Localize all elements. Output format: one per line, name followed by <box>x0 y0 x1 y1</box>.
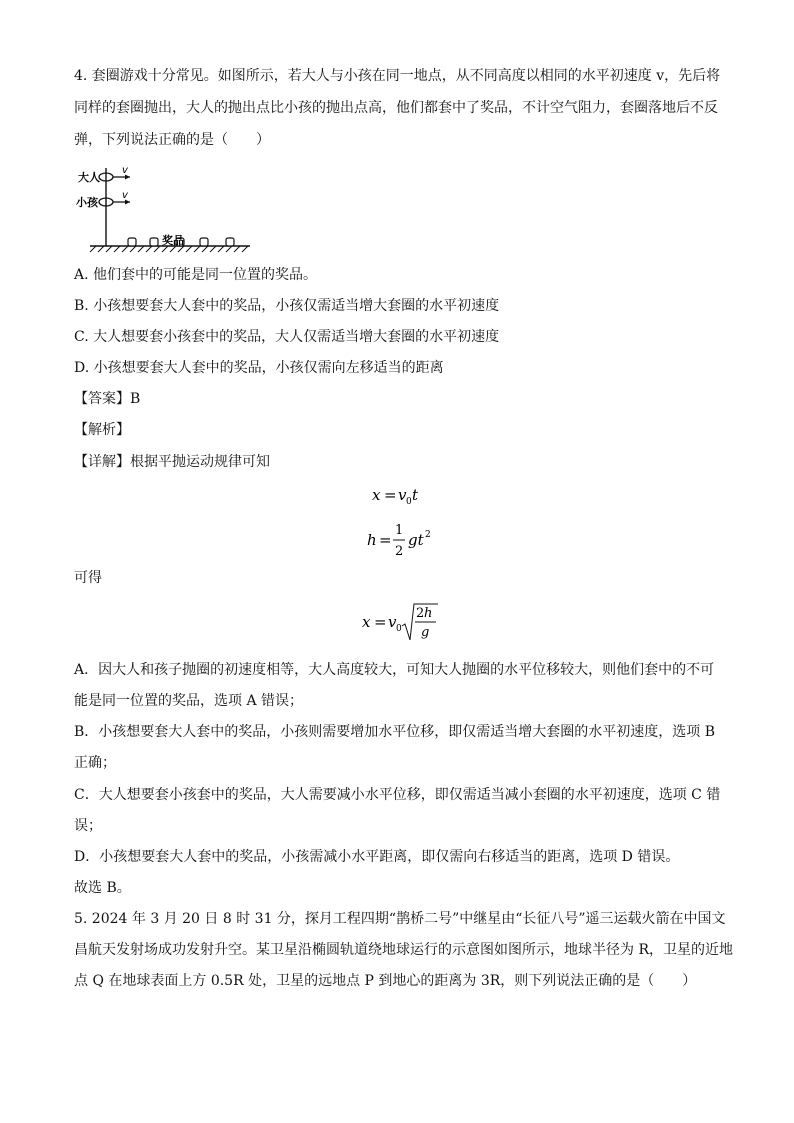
svg-text:v: v <box>398 486 407 504</box>
svg-text:h: h <box>424 606 433 621</box>
svg-text:x: x <box>372 486 381 504</box>
option-c: C. 大人想要套小孩套中的奖品，大人仅需适当增大套圈的水平初速度 <box>74 329 500 345</box>
conclusion-line: 故选 B。 <box>74 880 131 896</box>
explanation-c-line-2: 误； <box>74 818 102 834</box>
adult-label: 大人 <box>78 171 100 184</box>
svg-text:=: = <box>374 613 387 631</box>
svg-text:0: 0 <box>396 624 402 634</box>
option-d: D. 小孩想要套大人套中的奖品，小孩仅需向左移适当的距离 <box>74 360 444 376</box>
explanation-b-line-1: B．小孩想要套大人套中的奖品，小孩则需要增加水平位移，即仅需适当增大套圈的水平初速度，选项 B <box>74 724 716 740</box>
svg-text:g: g <box>421 625 430 640</box>
explanation-b-line-2: 正确； <box>74 755 116 771</box>
explanation-c-line-1: C．大人想要套小孩套中的奖品，大人需要减小水平位移，即仅需适当减小套圈的水平初速度，选项 C 错 <box>74 787 721 803</box>
ring-toss-diagram <box>74 164 254 254</box>
formula-x-v0-sqrt <box>360 598 440 650</box>
svg-text:gt: gt <box>408 531 424 549</box>
svg-text:=: = <box>379 531 392 549</box>
svg-text:=: = <box>384 486 397 504</box>
q5-stem-line-3: 点 Q 在地球表面上方 0.5R 处，卫星的远地点 P 到地心的距离为 3R，则下列说法正确的是（ ） <box>74 973 697 989</box>
svg-text:v: v <box>388 613 397 631</box>
adult-velocity-label: v <box>122 165 128 176</box>
q4-stem-line-2: 同样的套圈抛出，大人的抛出点比小孩的抛出点高，他们都套中了奖品，不计空气阻力，套圈落地后不反 <box>74 100 718 116</box>
option-b: B. 小孩想要套大人套中的奖品，小孩仅需适当增大套圈的水平初速度 <box>74 298 500 314</box>
q5-stem-line-1: 5. 2024 年 3 月 20 日 8 时 31 分，探月工程四期“鹊桥二号”中继星由“长征八号”遥三运载火箭在中国文 <box>74 911 726 927</box>
explanation-a-line-1: A．因大人和孩子抛圈的初速度相等，大人高度较大，可知大人抛圈的水平位移较大，则他们套中的不可 <box>74 662 715 678</box>
analysis-heading: 【解析】 <box>74 422 130 438</box>
svg-text:2: 2 <box>395 544 404 559</box>
formula-h-half-gt2 <box>365 518 437 566</box>
svg-text:t: t <box>412 486 419 504</box>
formula-x-v0t <box>370 482 430 512</box>
prize-label: 奖品 <box>162 234 184 247</box>
child-label: 小孩 <box>76 196 98 209</box>
svg-text:2: 2 <box>425 530 431 540</box>
child-velocity-label: v <box>122 190 128 201</box>
q4-stem-line-3: 弹，下列说法正确的是（ ） <box>74 132 270 148</box>
svg-text:1: 1 <box>395 523 404 538</box>
explanation-d-line-1: D．小孩想要套大人套中的奖品，小孩需减小水平距离，即仅需向右移适当的距离，选项 D 错误。 <box>74 849 680 865</box>
explanation-a-line-2: 能是同一位置的奖品，选项 A 错误； <box>74 693 304 709</box>
svg-text:0: 0 <box>406 497 412 507</box>
q5-stem-line-2: 昌航天发射场成功发射升空。某卫星沿椭圆轨道绕地球运行的示意图如图所示，地球半径为 R，卫星的近地 <box>74 942 733 958</box>
svg-text:h: h <box>367 531 377 549</box>
option-a: A. 他们套中的可能是同一位置的奖品。 <box>74 267 318 283</box>
then-text: 可得 <box>74 570 102 586</box>
ring-toss-figure <box>74 164 254 258</box>
answer-line: 【答案】B <box>74 391 141 407</box>
q4-stem-line-1: 4. 套圈游戏十分常见。如图所示，若大人与小孩在同一地点，从不同高度以相同的水平初速度 v，先后将 <box>74 68 721 84</box>
svg-text:x: x <box>362 613 371 631</box>
svg-text:2: 2 <box>416 606 425 621</box>
detail-intro: 【详解】根据平抛运动规律可知 <box>74 454 270 470</box>
